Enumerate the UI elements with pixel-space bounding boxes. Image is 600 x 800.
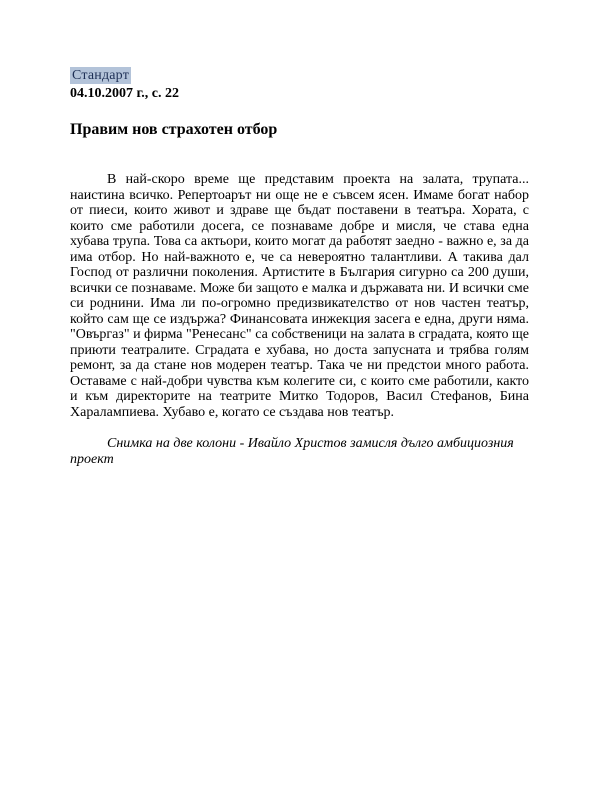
- article-title: Правим нов страхотен отбор: [70, 121, 278, 138]
- document-page: [70, 66, 529, 481]
- dateline: 04.10.2007 г., с. 22: [70, 86, 179, 101]
- article-body: В най-скоро време ще представим проекта на залата, трупата... наистина всичко. Репертоарът ни още не е съвсем ясен. Имаме богат набор от пиеси, които живот и здраве ще бъдат поставени в театъра. Хората, с които сме работили досега, се познаваме добре и мисля, че става една хубава трупа. Това са актьори, които могат да работят заедно - важно е, за да има отбор. Но най-важното е, че са невероятно талантливи. А такива дал Господ от различни поколения. Артистите в България сигурно са 200 души, всички се познаваме. Може би защото е малка и държавата ни. И всички сме си роднини. Има ли по-огромно предизвикателство от нов частен театър, който сам ще се издържа? Финансовата инжекция засега е една, други няма. "Овъргаз" и фирма "Ренесанс" са собственици на залата в сградата, която ще приюти театралите. Сградата е хубава, но доста запусната и трябва голям ремонт, за да стане нов модерен театър. Така че ни предстои много работа. Оставаме с най-добри чувства към колегите си, с които сме работили, както и към директорите на театрите Митко Тодоров, Васил Стефанов, Бина Харалампиева. Хубаво е, когато се създава нов театър.: [70, 172, 529, 420]
- photo-caption: Снимка на две колони - Ивайло Христов замисля дълго амбициозния проект: [70, 436, 514, 467]
- publication-masthead: Стандарт: [72, 68, 130, 83]
